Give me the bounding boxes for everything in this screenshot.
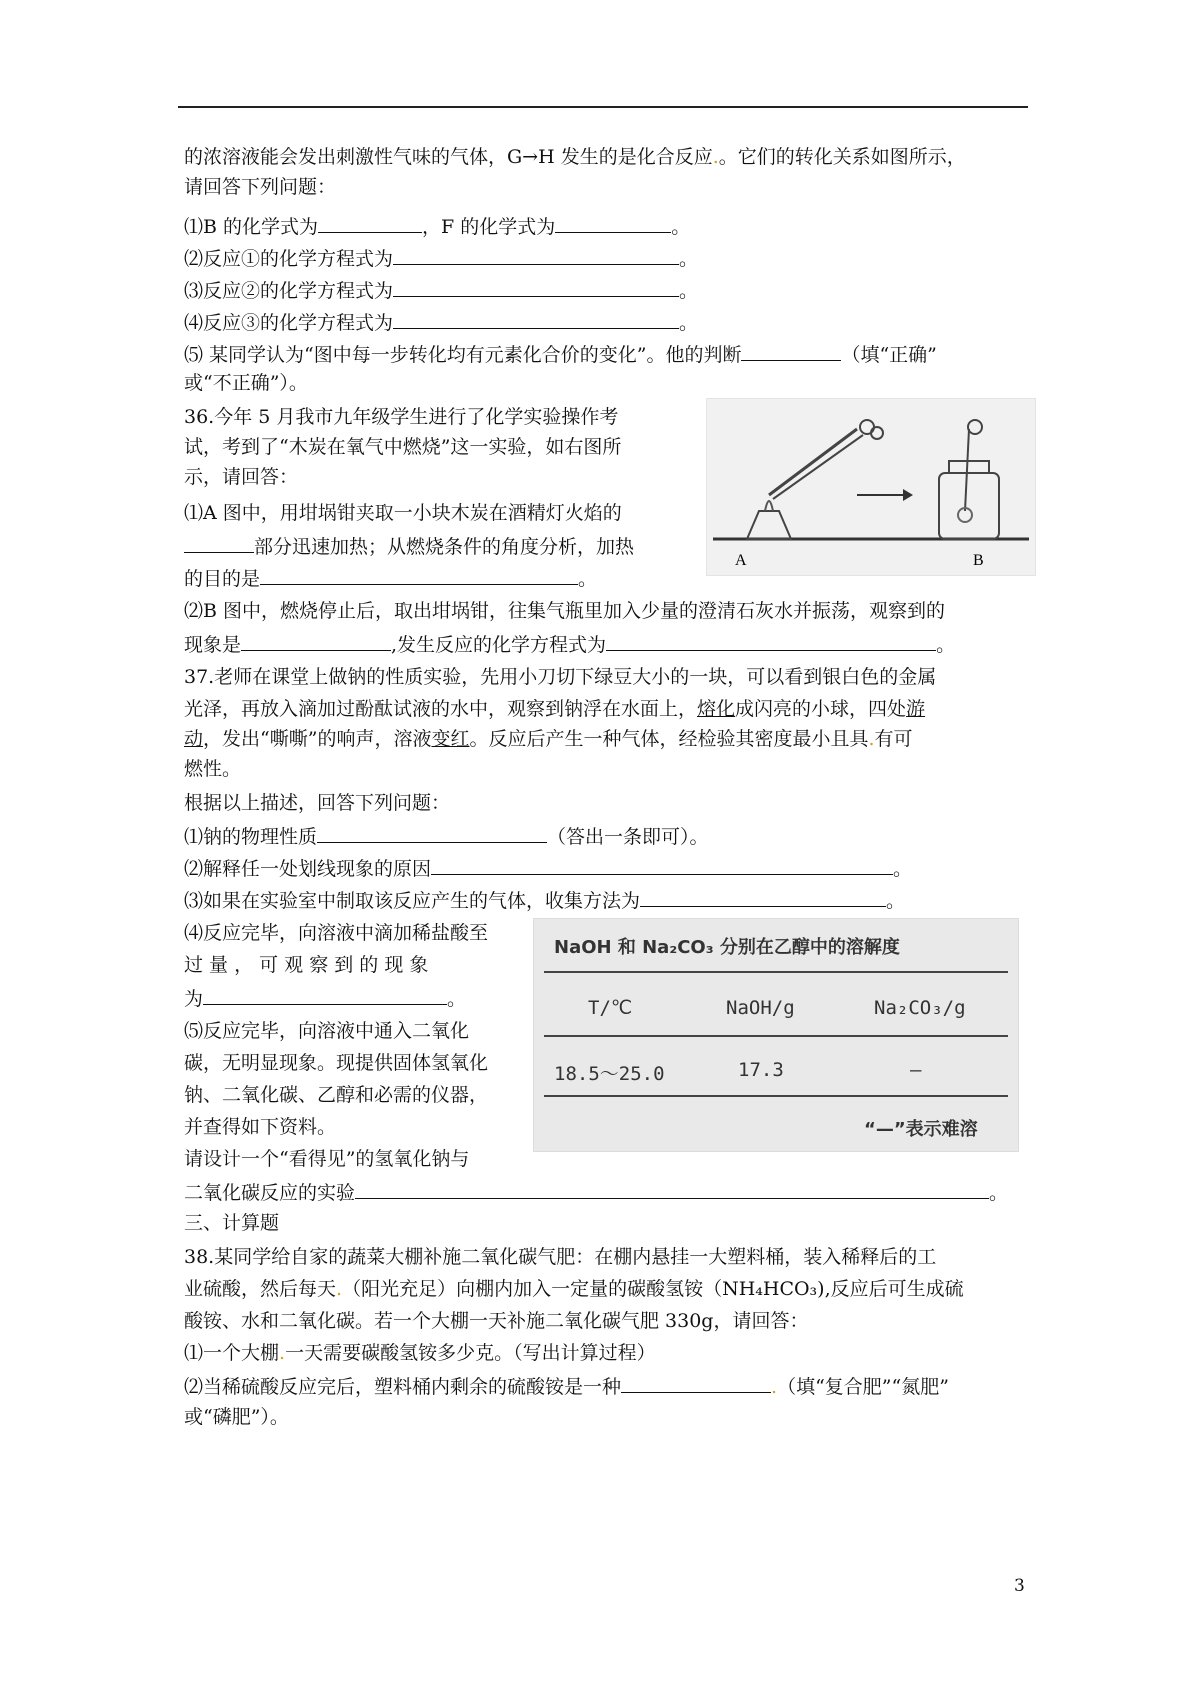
q37-part5-cont3: 并查得如下资料。 <box>184 1116 337 1138</box>
answer-blank[interactable] <box>393 244 679 265</box>
q36-part1-cont2: 的目的是 。 <box>184 564 597 592</box>
q37-part5-cont2: 钠、二氧化碳、乙醇和必需的仪器， <box>184 1084 489 1106</box>
q37-part2: ⑵解释任一处划线现象的原因 。 <box>184 854 912 882</box>
q37-line5: 根据以上描述，回答下列问题： <box>184 792 451 814</box>
q35-part1: ⑴B 的化学式为 ，F 的化学式为 。 <box>184 212 690 240</box>
answer-blank[interactable] <box>741 340 841 361</box>
q37-line3: 动，发出“嘶嘶”的响声，溶液变红。反应后产生一种气体，经检验其密度最小且具.有可 <box>184 728 913 750</box>
charcoal-combustion-figure <box>706 398 1036 576</box>
table-header: NaOH/g <box>726 997 795 1019</box>
figure-label-b: B <box>973 552 984 569</box>
q38-part1: ⑴一个大棚.一天需要碳酸氢铵多少克。（写出计算过程） <box>184 1342 656 1364</box>
answer-blank[interactable] <box>393 308 679 329</box>
q35-part5: ⑸ 某同学认为“图中每一步转化均有元素化合价的变化”。他的判断 （填“正确” <box>184 340 937 368</box>
q38-line1: 38.某同学给自家的蔬菜大棚补施二氧化碳气肥：在棚内悬挂一大塑料桶，装入稀释后的工 <box>184 1246 937 1268</box>
q36-part2-cont: 现象是 ,发生反应的化学方程式为 。 <box>184 630 955 658</box>
q36-part1: ⑴A 图中，用坩埚钳夹取一小块木炭在酒精灯火焰的 <box>184 502 622 524</box>
table-rule <box>544 1035 1008 1037</box>
apparatus-illustration <box>707 399 1035 575</box>
q36-line3: 示，请回答： <box>184 466 299 488</box>
table-rule <box>544 971 1008 973</box>
q37-part1: ⑴钠的物理性质 （答出一条即可）。 <box>184 822 709 850</box>
q36-line1: 36.今年 5 月我市九年级学生进行了化学实验操作考 <box>184 406 619 428</box>
q38-part2-cont: 或“磷肥”）。 <box>184 1406 289 1428</box>
q37-line1: 37.老师在课堂上做钠的性质实验，先用小刀切下绿豆大小的一块，可以看到银白色的金属 <box>184 666 937 688</box>
q36-part1-cont: 部分迅速加热；从燃烧条件的角度分析，加热 <box>184 532 634 560</box>
table-cell: 18.5～25.0 <box>554 1063 665 1085</box>
q36-part2: ⑵B 图中，燃烧停止后，取出坩埚钳，往集气瓶里加入少量的澄清石灰水并振荡，观察到的 <box>184 600 946 622</box>
header-rule <box>178 106 1028 108</box>
q35-part4: ⑷反应③的化学方程式为 。 <box>184 308 698 336</box>
answer-blank[interactable] <box>203 984 447 1005</box>
answer-blank[interactable] <box>431 854 893 875</box>
table-cell: — <box>910 1059 922 1081</box>
table-header: Na₂CO₃/g <box>874 997 966 1019</box>
answer-blank[interactable] <box>241 630 391 651</box>
q37-part5: ⑸反应完毕，向溶液中通入二氧化 <box>184 1020 470 1042</box>
q37-line2: 光泽，再放入滴加过酚酞试液的水中，观察到钠浮在水面上，熔化成闪亮的小球，四处游 <box>184 698 926 720</box>
q37-part3: ⑶如果在实验室中制取该反应产生的气体，收集方法为 。 <box>184 886 905 914</box>
answer-blank[interactable] <box>621 1372 771 1393</box>
q38-line3: 酸铵、水和二氧化碳。若一个大棚一天补施二氧化碳气肥 330g，请回答： <box>184 1310 809 1332</box>
q35-intro-line: 的浓溶液能会发出刺激性气味的气体，G→H 发生的是化合反应.。它们的转化关系如图所示， <box>184 146 966 168</box>
solubility-table-figure <box>533 918 1019 1152</box>
q38-line2: 业硫酸，然后每天.（阳光充足）向棚内加入一定量的碳酸氢铵（NH₄HCO₃),反应后可生成硫 <box>184 1278 964 1300</box>
answer-blank[interactable] <box>260 564 578 585</box>
q35-part5-cont: 或“不正确”）。 <box>184 372 308 394</box>
q37-part4-cont2: 为 。 <box>184 984 466 1012</box>
table-cell: 17.3 <box>738 1059 784 1081</box>
answer-blank[interactable] <box>640 886 886 907</box>
table-rule <box>544 1095 1008 1097</box>
q35-intro-line-2: 请回答下列问题： <box>184 176 337 198</box>
figure-label-a: A <box>735 552 747 569</box>
answer-blank[interactable] <box>355 1178 989 1199</box>
answer-blank[interactable] <box>393 276 679 297</box>
q37-line4: 燃性。 <box>184 758 242 780</box>
q36-line2: 试，考到了“木炭在氧气中燃烧”这一实验，如右图所 <box>184 436 622 458</box>
q37-part4-cont: 过 量 ， 可 观 察 到 的 现 象 <box>184 954 429 976</box>
section-title: 三、计算题 <box>184 1212 280 1234</box>
table-note: “—”表示难溶 <box>864 1119 978 1140</box>
table-title: NaOH 和 Na₂CO₃ 分别在乙醇中的溶解度 <box>554 937 900 958</box>
q37-part5-cont: 碳，无明显现象。现提供固体氢氧化 <box>184 1052 489 1074</box>
q37-part5-cont4: 请设计一个“看得见”的氢氧化钠与 <box>184 1148 470 1170</box>
answer-blank[interactable] <box>318 212 422 233</box>
answer-blank[interactable] <box>184 532 254 553</box>
q35-part3: ⑶反应②的化学方程式为 。 <box>184 276 698 304</box>
answer-blank[interactable] <box>317 822 547 843</box>
answer-blank[interactable] <box>555 212 671 233</box>
table-header: T/℃ <box>588 997 633 1019</box>
q37-part5-cont5: 二氧化碳反应的实验 。 <box>184 1178 1008 1206</box>
q35-part2: ⑵反应①的化学方程式为 。 <box>184 244 698 272</box>
page-number: 3 <box>1014 1576 1025 1596</box>
q38-part2: ⑵当稀硫酸反应完后，塑料桶内剩余的硫酸铵是一种 .（填“复合肥”“氮肥” <box>184 1372 949 1400</box>
answer-blank[interactable] <box>606 630 936 651</box>
q37-part4: ⑷反应完毕，向溶液中滴加稀盐酸至 <box>184 922 489 944</box>
